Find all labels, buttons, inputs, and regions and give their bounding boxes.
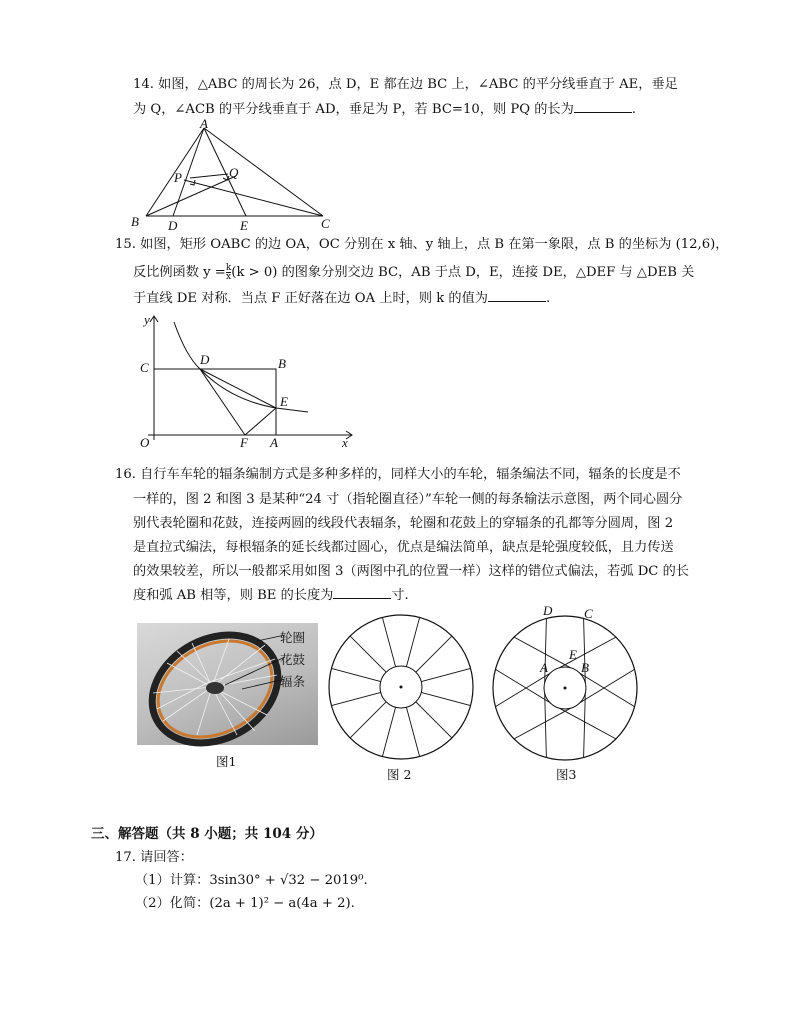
radial-spoke: [382, 618, 395, 667]
edge-ac: [204, 128, 323, 216]
q15-line3-text: 于直线 DE 对称．当点 F 正好落在边 OA 上时，则 k 的值为: [133, 291, 488, 306]
radial-spoke: [332, 668, 381, 681]
q15-line2-rest: (k > 0) 的图象分别交边 BC，AB 于点 D，E，连接 DE，△DEF 与 △DEB 关: [231, 265, 695, 280]
radial-spoke: [421, 668, 470, 681]
bisector-c: [184, 180, 323, 216]
label-b: B: [581, 660, 589, 675]
q16-line6-end: 寸.: [391, 588, 409, 603]
segment-pq: [190, 174, 228, 178]
answer-blank[interactable]: [574, 101, 632, 113]
radial-spoke: [416, 636, 452, 672]
label-d: D: [168, 218, 178, 233]
label-c: C: [140, 360, 149, 375]
radial-spoke: [332, 692, 381, 705]
segment-df: [200, 369, 245, 435]
label-d: D: [543, 603, 553, 618]
label-x: x: [342, 435, 348, 450]
label-e: E: [240, 218, 248, 233]
radial-spoke: [406, 707, 419, 756]
frac-num: k: [225, 263, 232, 273]
tangent-spoke: [514, 708, 570, 739]
segment-fe: [245, 408, 276, 435]
label-o: O: [140, 435, 150, 450]
q17-intro: 17. 请回答：: [115, 850, 193, 865]
radial-spoke: [416, 702, 452, 738]
q15-line3: [133, 290, 550, 307]
label-e: E: [569, 647, 577, 662]
q16-line3: 别代表轮圈和花鼓，连接两圆的线段代表辐条，轮圈和花鼓上的穿辐条的孔都等分圆周，图 2: [133, 516, 674, 531]
q16-line6-text: 度和弧 AB 相等，则 BE 的长度为: [133, 588, 334, 603]
center-dot: [400, 686, 403, 689]
q15-line2-text: 反比例函数 y =: [133, 265, 226, 280]
q14-triangle-figure: [128, 118, 338, 233]
fig1-caption: 图1: [216, 754, 237, 769]
wheel-hub: [206, 682, 224, 694]
q16-line1: 16. 自行车车轮的辐条编制方式是多种多样的，同样大小的车轮，辐条编法不同，辐条的长度是不: [115, 467, 681, 482]
fig1-label-hub: 花鼓: [280, 652, 306, 667]
radial-spoke: [421, 692, 470, 705]
q14-line2-end: .: [631, 102, 636, 117]
section-title: 三、解答题（共 8 小题；共 104 分）: [91, 826, 323, 842]
label-f: F: [240, 435, 248, 450]
label-y: y: [144, 312, 150, 327]
q17-part1: （1）计算：3sin30° + √32 − 2019⁰.: [135, 873, 368, 888]
answer-blank[interactable]: [333, 587, 391, 599]
label-e: E: [280, 394, 288, 409]
label-q: Q: [229, 165, 239, 180]
q14-line2-text: 为 Q，∠ACB 的平分线垂直于 AD，垂足为 P，若 BC=10，则 PQ 的长为: [133, 102, 574, 117]
segment-ae: [204, 128, 246, 216]
q17-part2: （2）化简：(2a + 1)² − a(4a + 2).: [135, 896, 355, 911]
fig1-label-rim: 轮圈: [280, 630, 306, 645]
fig2-caption: 图 2: [387, 767, 412, 782]
label-a: A: [540, 660, 548, 675]
q15-line1: 15. 如图，矩形 OABC 的边 OA，OC 分别在 x 轴、y 轴上，点 B 在第一象限，点 B 的坐标为 (12,6)，: [115, 237, 729, 252]
label-d: D: [200, 352, 210, 367]
label-p: P: [174, 170, 182, 185]
rectangle-oabc: [154, 369, 276, 435]
label-a: A: [200, 116, 208, 131]
q15-line3-end: .: [545, 291, 551, 306]
answer-blank[interactable]: [488, 290, 546, 302]
radial-spoke: [406, 618, 419, 667]
radial-spoke: [350, 636, 386, 672]
tangent-spoke: [560, 708, 616, 739]
fig3-caption: 图3: [556, 767, 577, 782]
fig1-label-spoke: 辐条: [280, 674, 306, 689]
q15-line2: [133, 264, 694, 281]
q16-line4: 是直拉式编法，每根辐条的延长线都过圆心，优点是编法简单，缺点是轮强度较低，且力传送: [133, 540, 674, 555]
q16-line6: [133, 587, 409, 604]
q15-rectangle-figure: [130, 312, 360, 452]
label-b: B: [131, 214, 139, 229]
fig2-radial-spokes: [328, 612, 478, 762]
segment-de: [200, 369, 276, 408]
q16-line2: 一样的，图 2 和图 3 是某种“24 寸（指轮圈直径）”车轮一侧的每条输法示意图，两个同心圆分: [133, 492, 683, 507]
q16-line5: 的效果较差，所以一般都采用如图 3（两图中孔的位置一样）这样的错位式偏法，若弧 DC 的长: [133, 564, 689, 579]
q14-line2: [133, 101, 636, 118]
label-c: C: [321, 216, 330, 231]
radial-spoke: [350, 702, 386, 738]
center-dot: [564, 687, 567, 690]
q14-line1: 14. 如图，△ABC 的周长为 26，点 D，E 都在边 BC 上，∠ABC 的平分线垂直于 AE，垂足: [133, 77, 678, 92]
label-c: C: [584, 606, 593, 621]
tangent-spoke: [545, 693, 547, 757]
label-a: A: [270, 435, 278, 450]
frac-den: x: [226, 272, 232, 282]
tangent-spoke: [580, 673, 635, 706]
fig3-tangent-spokes: [490, 604, 642, 760]
tangent-spoke: [496, 673, 551, 706]
label-b: B: [278, 356, 286, 371]
radial-spoke: [382, 707, 395, 756]
tangent-spoke: [584, 693, 586, 757]
